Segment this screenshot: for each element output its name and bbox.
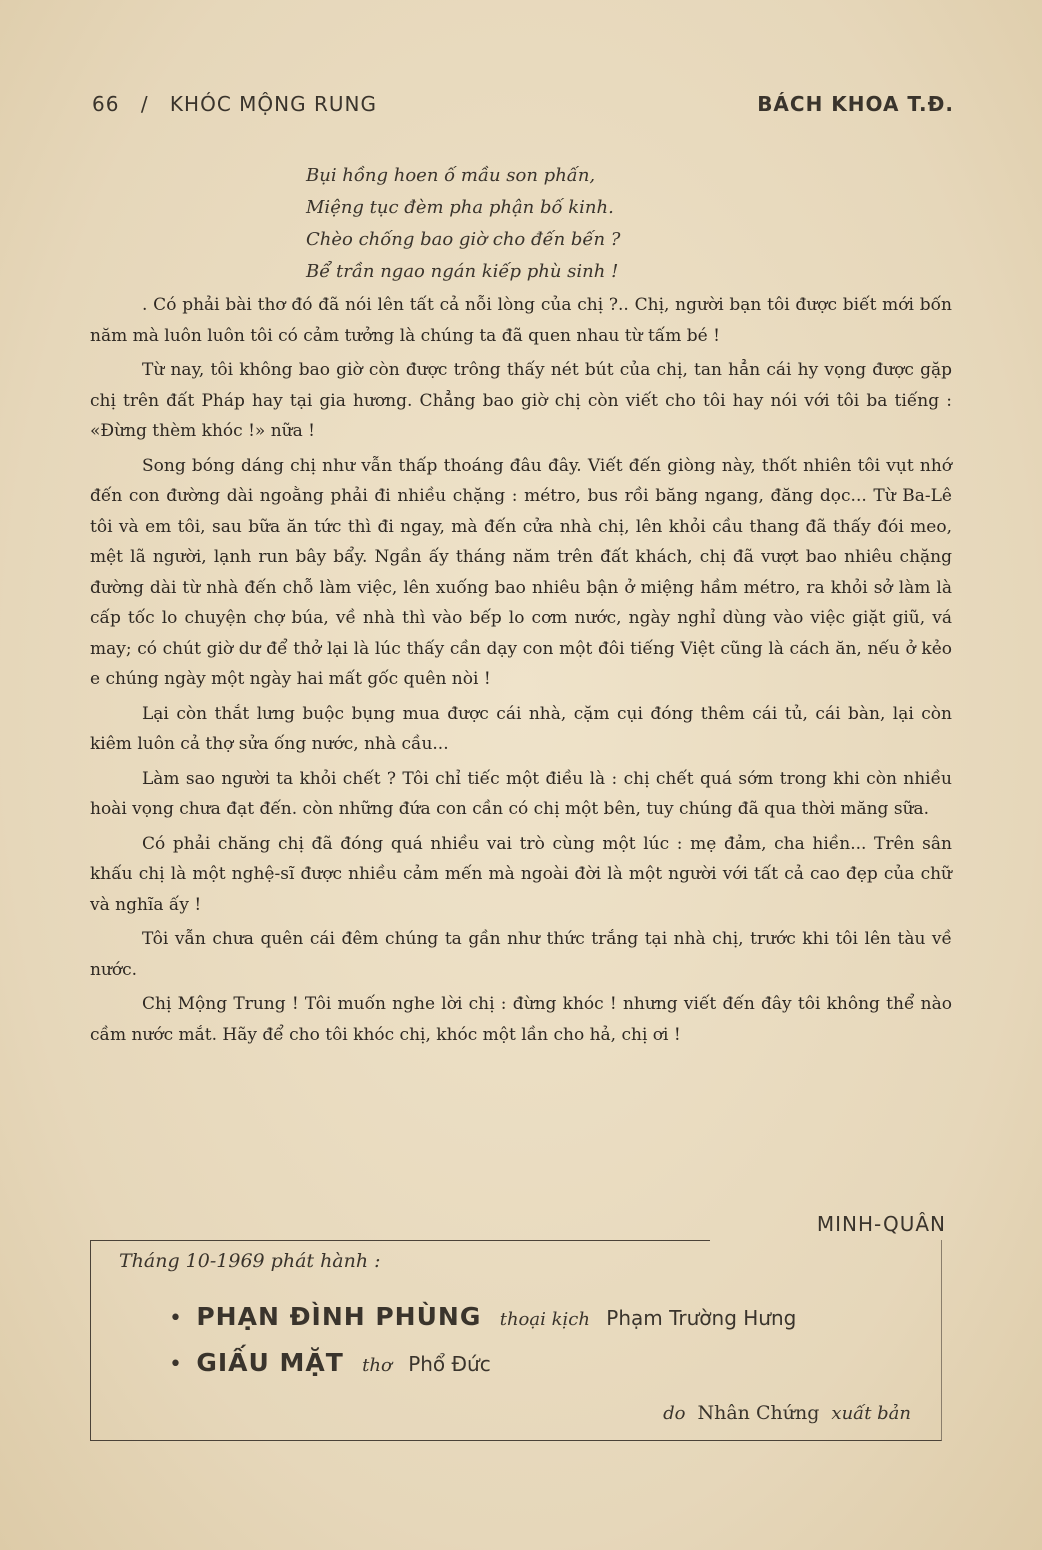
paragraph: Tôi vẫn chưa quên cái đêm chúng ta gần như thức trắng tại nhà chị, trước khi tôi lên tàu về nước.: [90, 929, 952, 980]
header-separator: /: [140, 92, 149, 116]
book-item: [169, 1348, 491, 1377]
publisher-name: Nhân Chứng: [697, 1402, 820, 1424]
paragraph: Làm sao người ta khỏi chết ? Tôi chỉ tiếc một điều là : chị chết quá sớm trong khi còn nhiều hoài vọng chưa đạt đến. còn những đứa con cần có chị một bên, tuy chúng đã qua thời măng sữa.: [90, 768, 952, 819]
book-item: [169, 1302, 796, 1331]
header-left: [92, 92, 377, 116]
page-header: [92, 92, 954, 122]
poem-line: Chèo chống bao giờ cho đến bến ?: [306, 229, 621, 250]
publisher-line: [663, 1402, 911, 1424]
bullet-icon: •: [169, 1306, 182, 1331]
page-number: 66: [92, 92, 120, 116]
publisher-suffix: xuất bản: [831, 1403, 911, 1424]
bullet-icon: •: [169, 1352, 182, 1377]
book-genre: thơ: [362, 1355, 392, 1376]
paragraph: Chị Mộng Trung ! Tôi muốn nghe lời chị : đừng khóc ! nhưng viết đến đây tôi không thể nào cầm nước mắt. Hãy để cho tôi khóc chị, khóc một lần cho hả, chị ơi !: [90, 994, 952, 1045]
poem-line: Miệng tục đèm pha phận bố kinh.: [306, 197, 614, 218]
publisher-prefix: do: [663, 1403, 686, 1424]
publication-name: BÁCH KHOA T.Đ.: [757, 92, 954, 116]
announcement-box: [90, 1240, 942, 1441]
book-title: GIẤU MẶT: [196, 1348, 344, 1377]
article-body: [90, 290, 952, 1054]
paragraph: . Có phải bài thơ đó đã nói lên tất cả nỗi lòng của chị ?.. Chị, người bạn tôi được biết mới bốn năm mà luôn luôn tôi có cảm tưởng là chúng ta đã quen nhau từ tấm bé !: [90, 295, 952, 346]
paragraph: Từ nay, tôi không bao giờ còn được trông thấy nét bút của chị, tan hẳn cái hy vọng được gặp chị trên đất Pháp hay tại gia hương. Chẳng bao giờ chị còn viết cho tôi hay nói với tôi ba tiếng : «Đừng thèm khóc !» nữa !: [90, 360, 952, 441]
book-title: PHẠN ĐÌNH PHÙNG: [196, 1302, 482, 1331]
poem-line: Bụi hồng hoen ố mầu son phấn,: [306, 165, 596, 186]
book-author: Phổ Đức: [408, 1352, 491, 1376]
paragraph: Song bóng dáng chị như vẫn thấp thoáng đâu đây. Viết đến giòng này, thốt nhiên tôi vụt nhớ đến con đường dài ngoằng phải đi nhiều chặng : métro, bus rồi băng ngang, đăng dọc... Từ Ba-Lê tôi và em tôi, sau bữa ăn tức thì đi ngay, mà đến cửa nhà chị, lên khỏi cầu thang đã thấy đói meo, mệt lã người, lạnh run bây bẩy. Ngần ấy tháng năm trên đất khách, chị đã vượt bao nhiêu chặng đường dài từ nhà đến chỗ làm việc, lên xuống bao nhiêu bận ở miệng hầm métro, ra khỏi sở làm là cấp tốc lo chuyện chợ búa, về nhà thì vào bếp lo cơm nước, ngày nghỉ dùng vào việc giặt giũ, vá may; có chút giờ dư để thở lại là lúc thấy cần dạy con một đôi tiếng Việt cũng là cách ăn, nếu ở kẻo e chúng ngày một ngày hai mất gốc quên nòi !: [90, 455, 952, 689]
paragraph: Có phải chăng chị đã đóng quá nhiều vai trò cùng một lúc : mẹ đảm, cha hiền... Trên sân khấu chị là một nghệ-sĩ được nhiều cảm mến mà ngoài đời là một người với tất cả cao đẹp của chữ và nghĩa ấy !: [90, 833, 952, 915]
release-date: Tháng 10-1969 phát hành :: [119, 1250, 381, 1272]
poem-line: Bể trần ngao ngán kiếp phù sinh !: [306, 261, 619, 282]
poem-block: [306, 160, 726, 288]
author-signature: MINH-QUÂN: [816, 1212, 946, 1236]
section-title: KHÓC MỘNG RUNG: [169, 92, 377, 116]
paragraph: Lại còn thắt lưng buộc bụng mua được cái nhà, cặm cụi đóng thêm cái tủ, cái bàn, lại còn kiêm luôn cả thợ sửa ống nước, nhà cầu...: [90, 703, 952, 754]
book-genre: thoại kịch: [499, 1309, 590, 1330]
book-author: Phạm Trường Hưng: [606, 1306, 797, 1330]
